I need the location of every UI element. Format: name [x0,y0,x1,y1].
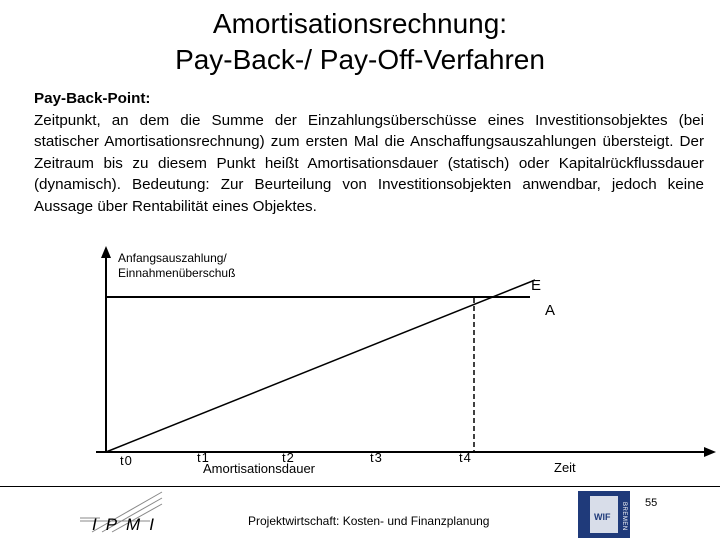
tick-t2: t2 [282,450,295,465]
footer-divider [0,486,720,487]
badge-side-text: BREMEN [621,502,627,531]
page-number: 55 [645,497,658,509]
definition-paragraph: Zeitpunkt, an dem die Summe der Einzahlungsüberschüsse eines Investitionsobjektes (bei statischer Amortisationsrechnung) zum ersten Mal die Anschaffungsauszahlungen übersteigt. Der Zeitraum bis zu diesem Punkt heißt Amortisationsdauer (statisch) oder Kapitalrückflussdauer (dynamisch). Bedeutung: Zur Beurteilung von Investitionsobjekten anwendbar, jedoch keine Aussage über Rentabilität eines Objektes. [34,111,704,215]
x-axis-label: Zeit [554,460,576,475]
amortisation-label: Amortisationsdauer [203,461,315,476]
x-axis-arrow-icon [704,447,716,457]
footer-title: Projektwirtschaft: Kosten- und Finanzplanung [248,514,490,528]
ipmi-logo [80,492,163,534]
title-line-1: Amortisationsrechnung: [212,8,508,39]
tick-t0: t0 [120,453,133,468]
line-e-einnahmenueberschuss [106,280,535,452]
definition-heading: Pay-Back-Point: [34,90,151,107]
label-e: E [531,277,542,294]
y-axis-label-line-1: Anfangsauszahlung/ [118,251,227,265]
wif-badge-text: WIF [594,512,611,522]
tick-t4: t4 [459,450,472,465]
y-axis-arrow-icon [101,246,111,258]
ipmi-logo-text: IPMI [92,515,163,534]
y-axis-label-line-2: Einnahmenüberschuß [118,266,236,280]
wif-bremen-logo [578,491,630,538]
label-a: A [545,302,556,319]
tick-t1: t1 [197,450,210,465]
tick-t3: t3 [370,450,383,465]
title-line-2: Pay-Back-/ Pay-Off-Verfahren [175,44,545,75]
